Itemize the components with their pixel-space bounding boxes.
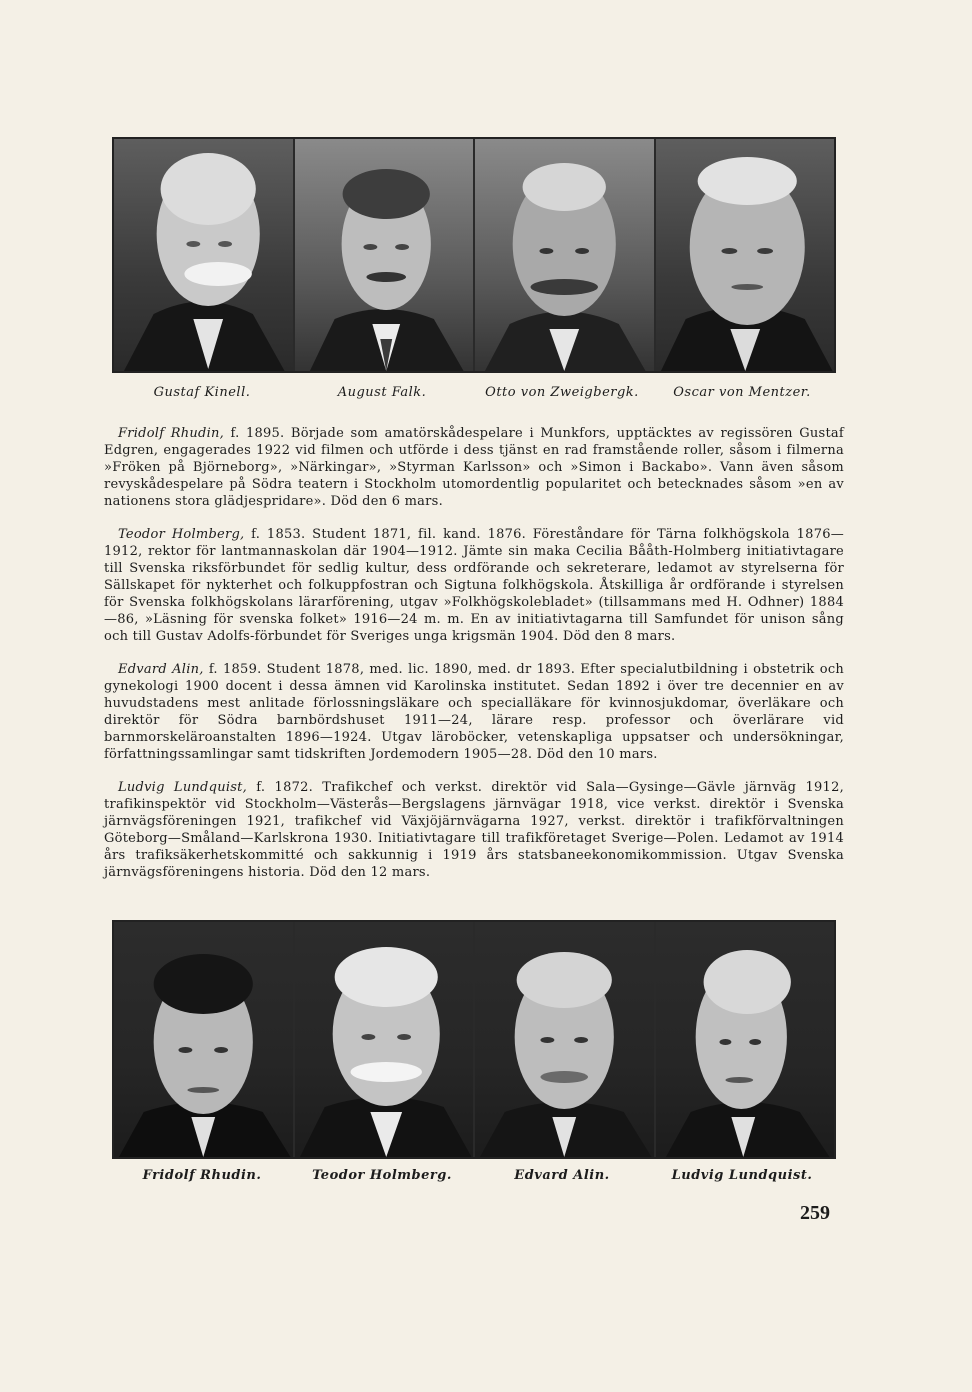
entry-text: f. 1872. Trafikchef och verkst. direktör vid Sala—Gysinge—Gävle järnväg 1912, trafikinspektör vid Stockholm—Västerås—Bergslagens järnvägar 1918, vice verkst. direktör i Svenska järnvägsföreningen 1921, trafikchef vid Växjöjärnvägarna 1927, verkst. direktör i trafikförvaltningen Göteborg—Småland—Karlskrona 1930. Initiativtagare till trafikföretaget Sverige—Polen. Ledamot av 1914 års trafiksäkerhetskommitté och sakkunnig i 1919 års statsbaneekonomikommission. Utgav Svenska järnvägsföreningens historia. Död den 12 mars.: [104, 780, 844, 880]
portrait-photo: [114, 139, 295, 371]
portrait-image: [475, 139, 654, 371]
portrait-image: [114, 922, 293, 1157]
portrait-photo: [656, 139, 835, 371]
entry-name: Edvard Alin,: [118, 662, 204, 677]
portrait-photo: [475, 139, 656, 371]
biography-entry: [104, 425, 844, 510]
biography-text: [104, 425, 844, 897]
caption: August Falk.: [337, 385, 427, 400]
bottom-portrait-row: [112, 920, 836, 1159]
biography-entry: [104, 661, 844, 763]
portrait-image: [114, 139, 293, 371]
portrait-photo: [295, 139, 476, 371]
entry-text: f. 1853. Student 1871, fil. kand. 1876. Föreståndare för Tärna folkhögskola 1876—1912, rektor för lantmannaskolan där 1904—1912. Jämte sin maka Cecilia Bååth-Holmberg initiativtagare till Svenska riksförbundet för sedlig kultur, dess ordförande och sekreterare, ledamot av styrelserna för Sällskapet för nykterhet och folkuppfostran och Sigtuna folkhögskola. Åtskilliga år ordförande i styrelsen för Svenska folkhögskolans lärarförening, utgav »Folkhögskolebladet» (tillsammans med H. Odhner) 1884—86, »Läsning för svenska folket» 1916—24 m. m. En av initiativtagarna till Samfundet för unison sång och till Gustav Adolfs-förbundet för Sveriges unga krigsmän 1904. Död den 8 mars.: [104, 527, 844, 644]
entry-text: f. 1895. Började som amatörskådespelare i Munkfors, upptäcktes av regissören Gustaf Edgren, engagerades 1922 vid filmen och utförde i dess tjänst en rad framstående roller, såsom i filmerna »Fröken på Björneborg», »Närkingar», »Styrman Karlsson» och »Simon i Backabo». Vann även såsom revyskådespelare på Södra teatern i Stockholm utomordentlig popularitet och betecknades såsom »en av nationens stora glädjespridare». Död den 6 mars.: [104, 426, 844, 509]
top-portrait-row: [112, 137, 836, 373]
caption: Fridolf Rhudin.: [142, 1168, 262, 1183]
entry-name: Fridolf Rhudin,: [118, 426, 225, 441]
caption: Gustaf Kinell.: [153, 385, 251, 400]
portrait-photo: [114, 922, 295, 1157]
biography-entry: [104, 779, 844, 881]
caption: Otto von Zweigbergk.: [485, 385, 639, 400]
portrait-photo: [295, 922, 476, 1157]
portrait-image: [295, 922, 474, 1157]
bottom-captions: [112, 1168, 832, 1183]
caption: Ludvig Lundquist.: [671, 1168, 813, 1183]
entry-name: Teodor Holmberg,: [118, 527, 245, 542]
entry-name: Ludvig Lundquist,: [118, 780, 248, 795]
portrait-image: [656, 139, 835, 371]
top-captions: [112, 385, 832, 400]
portrait-image: [656, 922, 835, 1157]
portrait-photo: [656, 922, 835, 1157]
page-number: 259: [800, 1202, 830, 1224]
caption: Edvard Alin.: [514, 1168, 610, 1183]
caption: Oscar von Mentzer.: [673, 385, 811, 400]
portrait-photo: [475, 922, 656, 1157]
caption: Teodor Holmberg.: [312, 1168, 452, 1183]
biography-entry: [104, 526, 844, 645]
portrait-image: [475, 922, 654, 1157]
entry-text: f. 1859. Student 1878, med. lic. 1890, med. dr 1893. Efter specialutbildning i obstetrik och gynekologi 1900 docent i dessa ämnen vid Karolinska institutet. Sedan 1892 i över tre decennier en av huvudstadens mest anlitade förlossningsläkare och specialläkare för kvinnosjukdomar, överläkare och direktör för Södra barnbördshuset 1911—24, lärare resp. professor och överlärare vid barnmorskeläroanstalten 1896—1924. Utgav läroböcker, vetenskapliga uppsatser och undersökningar, författningssamlingar samt tidskriften Jordemodern 1905—28. Död den 10 mars.: [104, 662, 844, 762]
portrait-image: [295, 139, 474, 371]
